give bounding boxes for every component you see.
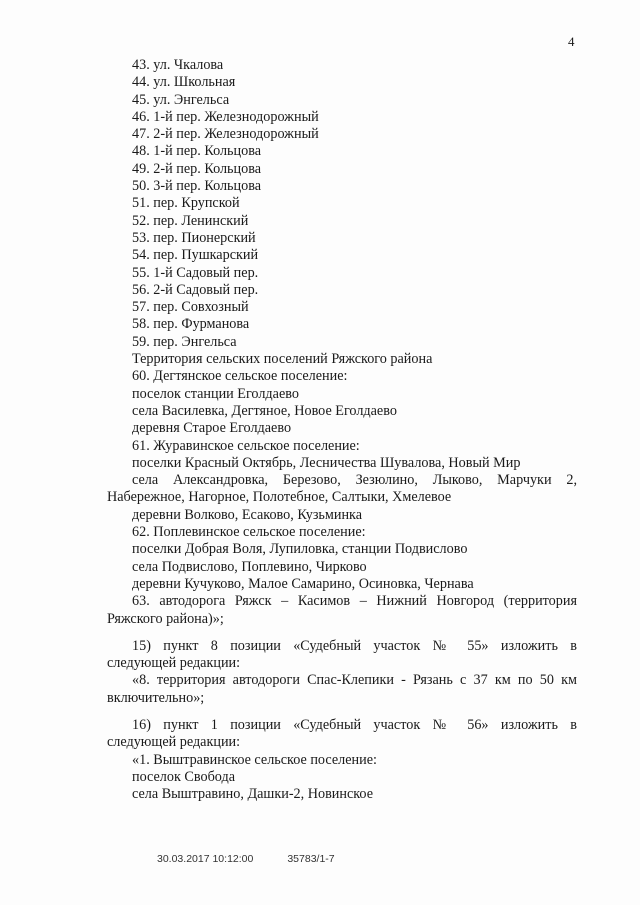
text-line: 47. 2-й пер. Железнодорожный xyxy=(132,126,319,143)
text-line: следующей редакции: xyxy=(107,655,241,672)
text-line: 45. ул. Энгельса xyxy=(132,91,230,108)
text-line: села Александровка, Березово, Зезюлино, Лыково, Марчуки 2, xyxy=(132,472,577,489)
text-line: 61. Журавинское сельское поселение: xyxy=(132,437,360,454)
footer-doc-id: 35783/1-7 xyxy=(287,853,335,865)
text-line: 50. 3-й пер. Кольцова xyxy=(132,178,262,195)
text-line: поселки Красный Октябрь, Лесничества Шувалова, Новый Мир xyxy=(132,454,521,471)
text-line: поселок Свобода xyxy=(132,768,235,785)
text-line: поселки Добрая Воля, Лупиловка, станции Подвислово xyxy=(132,541,468,558)
text-line: 59. пер. Энгельса xyxy=(132,333,237,350)
text-line: «8. территория автодороги Спас-Клепики - Рязань с 37 км по 50 км xyxy=(132,672,577,689)
text-line: Набережное, Нагорное, Полотебное, Салтыки, Хмелевое xyxy=(107,489,452,506)
text-line: села Подвислово, Поплевино, Чирково xyxy=(132,558,367,575)
text-line: 53. пер. Пионерский xyxy=(132,229,256,246)
text-line: 43. ул. Чкалова xyxy=(132,57,224,73)
footer xyxy=(157,853,335,865)
text-line: 46. 1-й пер. Железнодорожный xyxy=(132,108,319,125)
text-line: «1. Выштравинское сельское поселение: xyxy=(132,751,377,768)
text-line: 15) пункт 8 позиции «Судебный участок № 55» изложить в xyxy=(132,637,577,654)
text-line: села Василевка, Дегтяное, Новое Еголдаево xyxy=(132,402,397,419)
text-line: Территория сельских поселений Ряжского района xyxy=(132,351,433,368)
text-line: 49. 2-й пер. Кольцова xyxy=(132,160,262,177)
text-line: деревни Волково, Есаково, Кузьминка xyxy=(132,506,363,523)
text-line: деревня Старое Еголдаево xyxy=(132,420,292,437)
text-line: села Выштравино, Дашки-2, Новинское xyxy=(132,786,374,803)
document-body xyxy=(107,57,577,803)
text-line: 63. автодорога Ряжск – Касимов – Нижний Новгород (территория xyxy=(132,593,577,610)
text-line: 51. пер. Крупской xyxy=(132,195,240,212)
text-line: 44. ул. Школьная xyxy=(132,74,236,91)
text-line: 48. 1-й пер. Кольцова xyxy=(132,143,262,160)
text-line: 54. пер. Пушкарский xyxy=(132,247,259,264)
text-line: деревни Кучуково, Малое Самарино, Осиновка, Чернава xyxy=(132,575,474,592)
text-line: 52. пер. Ленинский xyxy=(132,212,249,229)
text-line: 16) пункт 1 позиции «Судебный участок № 56» изложить в xyxy=(132,716,577,733)
text-line: 62. Поплевинское сельское поселение: xyxy=(132,524,366,541)
text-line: следующей редакции: xyxy=(107,734,241,751)
text-line: Ряжского района)»; xyxy=(107,610,224,627)
text-line: 58. пер. Фурманова xyxy=(132,316,250,333)
text-line: 56. 2-й Садовый пер. xyxy=(132,281,259,298)
text-line: 57. пер. Совхозный xyxy=(132,299,249,316)
page-number: 4 xyxy=(568,34,575,49)
footer-timestamp: 30.03.2017 10:12:00 xyxy=(157,853,254,865)
text-line: поселок станции Еголдаево xyxy=(132,385,299,402)
text-line: включительно»; xyxy=(107,689,205,706)
text-line: 55. 1-й Садовый пер. xyxy=(132,264,259,281)
text-line: 60. Дегтянское сельское поселение: xyxy=(132,368,348,385)
